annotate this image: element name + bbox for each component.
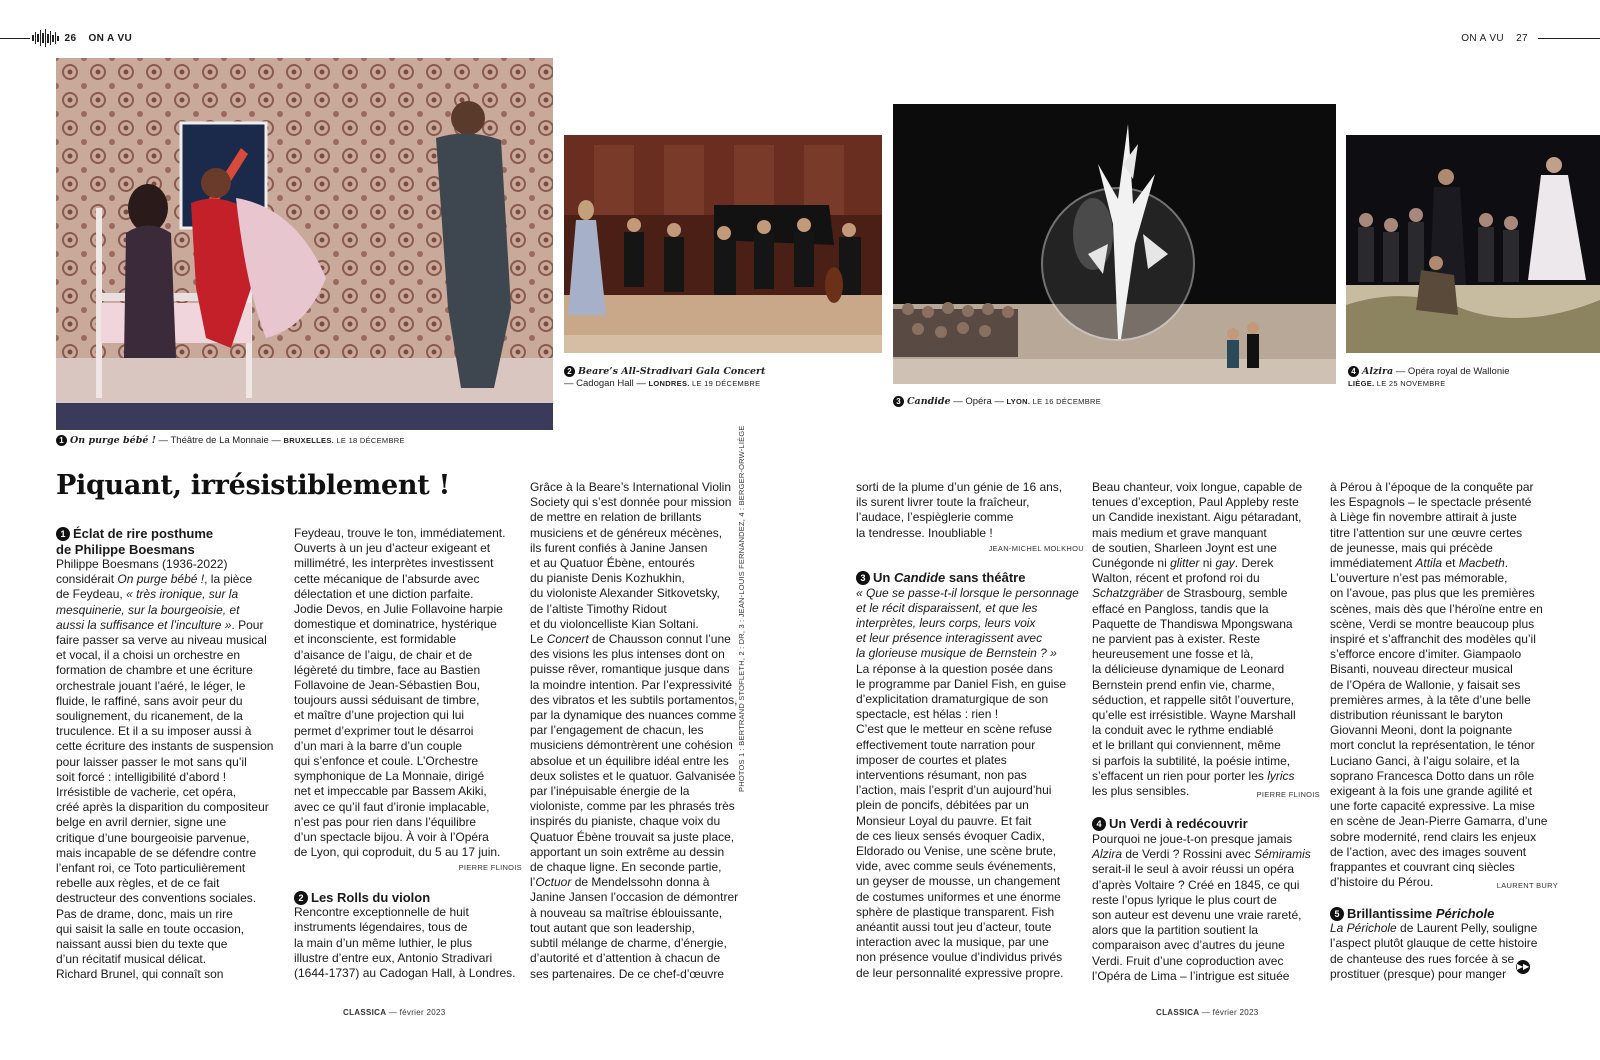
review-1-body: Philippe Boesmans (1936-2022) considérait On purge bébé !, la pièce de Feydeau, « très ironique, sur la mesquinerie, sur la bourgeoisie, et aussi la suffisance et l’inculture ». Pour faire passer sa verve au niveau musical et vocal, il a choisi un orchestre en formation de chambre et une écriture orchestrale jouant l’aéré, le léger, le fluide, le raffiné, sans avoir peur du soulignement, du ricanement, de la truculence. Et il a su imposer aussi à cette écriture des instants de suspension pour laisser passer le mot sans qu’il soit forcé : intelligibilité d’abord ! Irrésistible de vacherie, cet opéra, créé après la disparition du compositeur belge en avril dernier, signe une critique d’une bourgeoisie parvenue, mais incapable de se défendre contre l’enfant roi, ce Toto particulièrement rebelle aux règles, et de ce fait destructeur des conventions sociales. Pas de drame, donc, mais un rire qui saisit la salle en toute occasion, naissant aussi bien du texte que d’un récitatif musical délicat. Richard Brunel, qui connaît son — [56, 557, 274, 982]
footer-magazine-name: CLASSICA — [343, 1008, 387, 1017]
caption-city: BRUXELLES. — [283, 436, 335, 445]
review-5-title: 5 Brillantissime Périchole — [1330, 906, 1558, 922]
text-column-2 — [294, 526, 522, 981]
review-3-body: « Que se passe-t-il lorsque le personnage et le récit disparaissent, et que les interprètes, leurs corps, leurs voix et leur présence interagissent avec la glorieuse musique de Bernstein ? » La réponse à la question posée dans le programme par Daniel Fish, en guise d’explicitation dramaturgique de son spectacle, est hélas : rien ! C’est que le metteur en scène refuse effectivement toute narration pour imposer de courtes et plates interventions résumant, non pas l’action, mais l’esprit d’un aujourd’hui plein de poncifs, débitées par un Monsieur Loyal du pauvre. Et fait de ces lieux sensés évoquer Cadix, Eldorado ou Venise, une scène brute, vide, avec comme seuls événements, un geyser de mousse, un changement de costumes uniformes et une énorme sphère de plastique transparent. Fish anéantit aussi tout jeu d’acteur, toute interaction avec la musique, par une non présence voulue d’individus privés de leur personnalité expressive propre. — [856, 585, 1079, 980]
caption-venue: — Théâtre de La Monnaie — — [155, 435, 284, 446]
review-2-body-end: sorti de la plume d’un génie de 16 ans, ils surent livrer toute la fraîcheur, l’audace, l’espièglerie comme la tendresse. Inoubliable ! — [856, 480, 1063, 540]
photo-on-purge-bebe — [56, 58, 553, 430]
review-2-body: Grâce à la Beare’s International Violin Society qui s’est donnée pour mission de mettre en relation de brillants musiciens et de généreux mécènes, ils furent confiés à Janine Jansen et au Quatuor Ébène, entourés du pianiste Denis Kozhukhin, du violoniste Alexander Sitkovetsky, de l’altiste Timothy Ridout et du violoncelliste Kian Soltani. Le Concert de Chausson connut l’une des visions les plus intenses dont on puisse rêver, romantique jusque dans la moindre intention. Par l’expressivité des vibratos et les subtils portamentos, par la dynamique des nuances comme par l’engagement de chacun, les musiciens démontrèrent une cohésion absolue et un équilibre idéal entre les deux solistes et le quatuor. Galvanisée par l’inépuisable énergie de la violoniste, comme par les phrasés très inspirés du pianiste, chaque voix du Quatuor Ébène trouvait sa juste place, apportant un soin extrême au dessin de chaque ligne. En seconde partie, l’Octuor de Mendelssohn donna à Janine Jansen l’occasion de démontrer à nouveau sa maîtrise éblouissante, tout autant que son leadership, subtil mélange de charme, d’énergie, d’autorité et d’attention à chacun de ses partenaires. De ce chef-d’œuvre — [530, 480, 739, 981]
review-2-title: 2 Les Rolls du violon — [294, 890, 522, 906]
caption-venue: — Opéra — — [950, 396, 1007, 407]
right-page-number: 27 — [1516, 32, 1528, 44]
review-3-signature: PIERRE FLINOIS — [1256, 790, 1320, 800]
review-1-title-line2: de Philippe Boesmans — [56, 541, 195, 557]
header-left — [0, 30, 132, 46]
review-1-title: 1 Éclat de rire posthume — [56, 526, 284, 542]
review-1-signature: PIERRE FLINOIS — [458, 863, 522, 873]
footer-issue: — février 2023 — [386, 1008, 446, 1017]
review-4-signature: LAURENT BURY — [1496, 881, 1558, 891]
text-column-3 — [530, 480, 758, 982]
review-3-body-continued: Beau chanteur, voix longue, capable de tenues d’exception, Paul Appleby reste un Candide inexistant. Aigu pétaradant, mais medium et grave manquant de soutien, Sharleen Joynt est une Cunégonde ni glitter ni gay. Derek Walton, récent et profond roi du Schatzgräber de Strasbourg, semble effacé en Pangloss, tandis que la Paquette de Thandiswa Mpongswana ne parvient pas à exister. Reste heureusement une fosse et là, la délicieuse dynamique de Leonard Bernstein prend enfin vie, charme, séduction, et rappelle sitôt l’ouverture, qu’elle est irrésistible. Wayne Marshall la conduit avec le rythme endiablé et le brillant qui conviennent, même si parfois la subtilité, la poésie intime, s’effacent un rien pour porter les lyrics les plus sensibles. — [1092, 480, 1303, 799]
review-5-body: La Périchole de Laurent Pelly, souligne l’aspect plutôt glauque de cette histoire de chanteuse des rues forcée à se prostituer (presque) pour manger — [1330, 921, 1538, 981]
photo-candide — [893, 104, 1336, 384]
caption-title: Beare’s All-Stradivari Gala Concert — [578, 366, 766, 377]
header-right — [1461, 30, 1600, 46]
caption-number-badge: 4 — [1348, 366, 1359, 377]
review-number-badge: 5 — [1330, 907, 1344, 921]
review-2-intro: Rencontre exceptionnelle de huit instruments légendaires, tous de la main d’un même luthier, le plus illustre d’entre eux, Antonio Stradivari (1644-1737) au Cadogan Hall, à Londres. — [294, 905, 516, 980]
caption-photo-2 — [564, 366, 884, 390]
left-folio — [65, 33, 133, 44]
concert-hall-ensemble — [564, 135, 882, 353]
soundwave-icon — [32, 29, 59, 47]
right-section-title: ON A VU — [1461, 32, 1505, 44]
caption-number-badge: 1 — [56, 435, 67, 446]
continue-arrow-icon: ▶▶ — [1516, 960, 1530, 974]
caption-title: On purge bébé ! — [70, 435, 156, 446]
footer-left — [343, 1008, 446, 1017]
review-2-signature: JEAN-MICHEL MOLKHOU — [988, 543, 1084, 553]
stage-bubble-sphere — [893, 104, 1336, 384]
caption-date: LE 25 NOVEMBRE — [1374, 379, 1446, 388]
photo-alzira — [1346, 135, 1600, 353]
footer-right — [1156, 1008, 1259, 1017]
footer-issue: — février 2023 — [1199, 1008, 1259, 1017]
caption-venue: — Opéra royal de Wallonie — [1393, 366, 1510, 377]
caption-photo-3 — [893, 396, 1338, 408]
caption-city: LIÈGE. — [1348, 379, 1375, 388]
header-rule-right — [1538, 38, 1600, 39]
caption-date: LE 19 DÉCEMBRE — [689, 379, 761, 388]
caption-date: LE 16 DÉCEMBRE — [1030, 397, 1102, 406]
header-rule-left — [0, 38, 30, 39]
review-3-title: 3 Un Candide sans théâtre — [856, 570, 1084, 586]
caption-date: LE 18 DÉCEMBRE — [334, 436, 405, 445]
opera-chorus-scene — [1346, 135, 1600, 353]
photo-beares-concert — [564, 135, 882, 353]
caption-number-badge: 3 — [893, 396, 904, 407]
left-page-number: 26 — [64, 32, 77, 44]
caption-city: LYON. — [1006, 397, 1031, 406]
caption-city: LONDRES. — [648, 379, 690, 388]
review-4-title: 4 Un Verdi à redécouvrir — [1092, 816, 1320, 832]
review-number-badge: 4 — [1092, 817, 1106, 831]
text-column-6 — [1330, 480, 1558, 982]
stage-scene-child-jumping — [56, 58, 553, 430]
caption-photo-4 — [1348, 366, 1600, 390]
footer-magazine-name: CLASSICA — [1156, 1008, 1200, 1017]
review-number-badge: 3 — [856, 571, 870, 585]
caption-title: Alzira — [1362, 366, 1394, 377]
review-number-badge: 1 — [56, 527, 70, 541]
text-column-5 — [1092, 480, 1320, 984]
text-column-4 — [856, 480, 1084, 981]
text-column-1 — [56, 526, 284, 983]
caption-number-badge: 2 — [564, 366, 575, 377]
caption-photo-1 — [56, 435, 556, 447]
article-headline: Piquant, irrésistiblement ! — [56, 470, 451, 501]
caption-venue: — Cadogan Hall — — [564, 378, 649, 389]
left-section-title: ON A VU — [88, 32, 133, 44]
photo-credit-vertical: PHOTOS 1 : BERTRAND STOFLETH, 2 : DR, 3 : JEAN-LOUIS FERNANDEZ, 4 : BERGER-ORW-LIÈGE — [737, 425, 746, 792]
caption-title: Candide — [907, 396, 951, 407]
review-number-badge: 2 — [294, 891, 308, 905]
review-1-body-continued: Feydeau, trouve le ton, immédiatement. Ouverts à un jeu d’acteur exigeant et millimétré, les interprètes investissent cette mécanique de l’absurde avec délectation et une diction parfaite. Jodie Devos, en Julie Follavoine harpie domestique et dominatrice, hystérique et inconsciente, est formidable d’aisance de l’aigu, de chair et de légèreté du timbre, face au Bastien Follavoine de Jean-Sébastien Bou, toujours aussi séduisant de timbre, et maître d’une projection qui lui permet d’exprimer tout le désarroi d’un mari à la barre d’un couple qui s’enfonce et coule. L’Orchestre symphonique de La Monnaie, dirigé net et impeccable par Bassem Akiki, avec ce qu’il faut d’ironie implacable, n’est pas pour rien dans l’équilibre d’un spectacle bijou. À voir à l’Opéra de Lyon, qui coproduit, du 5 au 17 juin. — [294, 526, 506, 860]
review-4-body: Pourquoi ne joue-t-on presque jamais Alzira de Verdi ? Rossini avec Sémiramis serait-il le seul à avoir réussi un opéra d’après Voltaire ? Créé en 1845, ce qui reste l’opus lyrique le plus court de son auteur est devenu une vraie rareté, alors que la partition soutient la comparaison avec d’autres du jeune Verdi. Fruit d’une coproduction avec l’Opéra de Lima – l’intrigue est située — [1092, 831, 1311, 983]
review-4-body-continued: à Pérou à l’époque de la conquête par les Espagnols – le spectacle présenté à Liège fin novembre attirait à juste titre l’attention sur une œuvre certes de jeunesse, mais qui précède immédiatement Attila et Macbeth. L’ouverture n’est pas mémorable, on l’avoue, pas plus que les premières scènes, mais dès que l’héroïne entre en scène, Verdi se montre beaucoup plus inspiré et s’affranchit des modèles qu’il s’efforce encore d’imiter. Giampaolo Bisanti, nouveau directeur musical de l’Opéra de Wallonie, y faisait ses premières armes, à la tête d’une belle distribution réunissant le baryton Giovanni Meoni, dont la poignante mort conclut la représentation, le ténor Luciano Ganci, à l’aigu solaire, et la soprano Francesca Dotto dans un rôle exigeant à la fois une grande agilité et une forte capacité expressive. La mise en scène de Jean-Pierre Gamarra, d’une sobre modernité, rend clairs les enjeux de l’action, avec des images souvent frappantes et couvrant cinq siècles d’histoire du Pérou. — [1330, 480, 1548, 890]
